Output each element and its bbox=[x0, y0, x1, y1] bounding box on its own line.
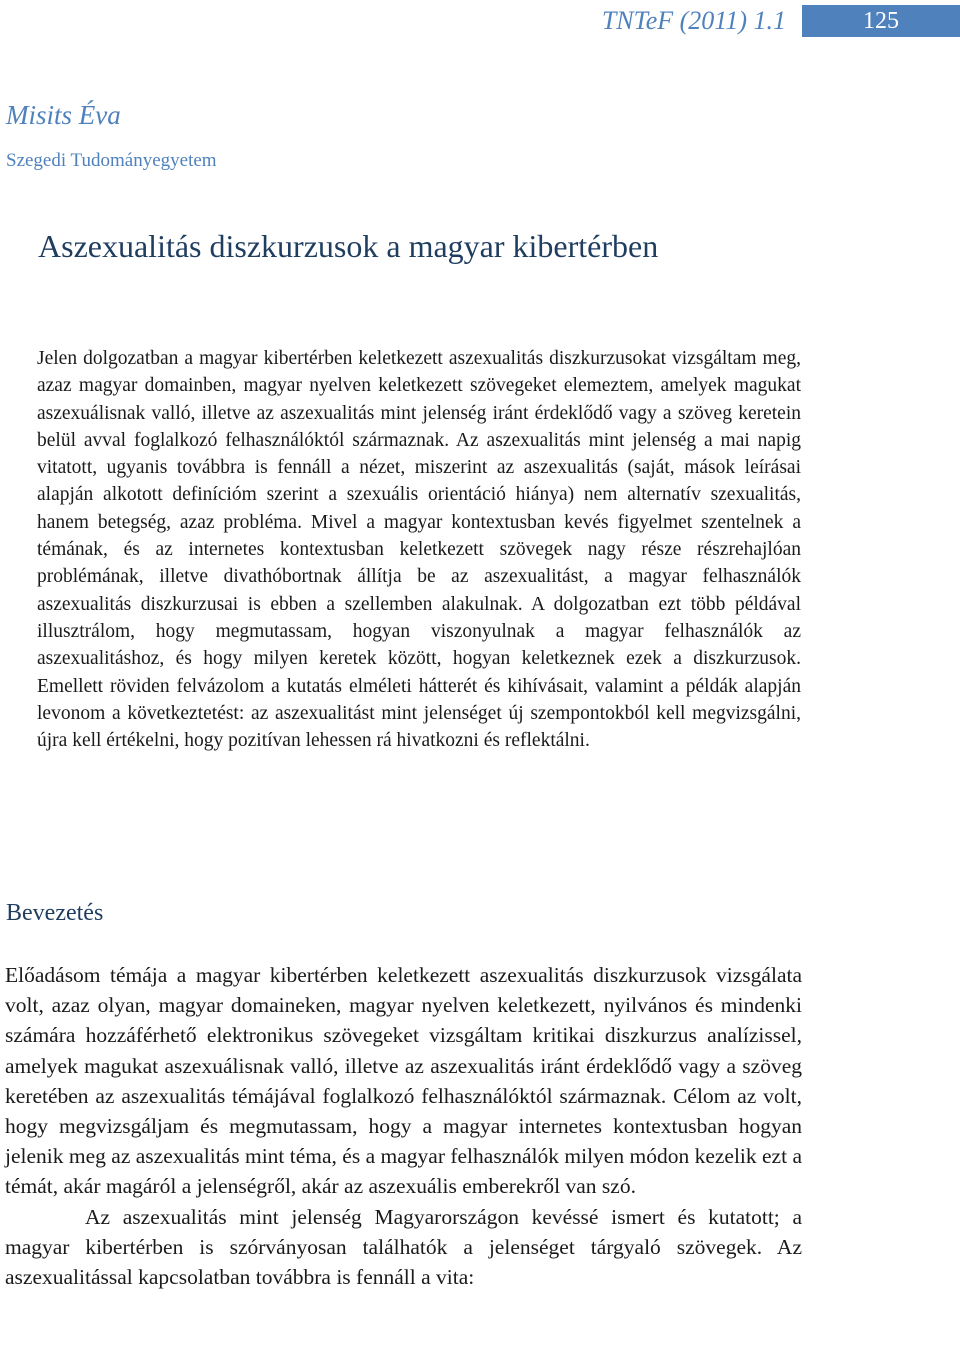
author-name: Misits Éva bbox=[6, 100, 121, 130]
page-number: 125 bbox=[802, 5, 960, 37]
section-heading: Bevezetés bbox=[6, 900, 104, 926]
journal-header: TNTeF (2011) 1.1 bbox=[601, 6, 786, 35]
abstract: Jelen dolgozatban a magyar kibertérben keletkezett aszexualitás diszkurzusokat vizsgáltam meg, azaz magyar domainben, magyar nyelven keletkezett szövegeket elemeztem, amelyek magukat aszexuálisnak valló, illetve az aszexualitás mint jelenség iránt érdeklődő vagy a szöveg keretein belül avval foglalkozó felhasználóktól származnak. Az aszexualitás mint jelenség a mai napig vitatott, ugyanis továbbra is fennáll a nézet, miszerint az aszexualitás (saját, mások leírásai alapján alkotott definícióm szerint a szexuális orientáció hiánya) nem alternatív szexualitás, hanem betegség, azaz probléma. Mivel a magyar kontextusban kevés figyelmet szentelnek a témának, és az internetes kontextusban keletkezett szövegek nagy része részrehajlóan problémának, illetve divathóbortnak állítja be az aszexualitást, a magyar felhasználók aszexualitás diszkurzusai is ebben a szellemben alakulnak. A dolgozatban ezt több példával illusztrálom, hogy megmutassam, hogyan viszonyulnak a magyar felhasználók az aszexualitáshoz, és hogy milyen keretek között, hogyan keletkeznek ezek a diszkurzusok. Emellett röviden felvázolom a kutatás elméleti hátterét és kihívásait, valamint a példák alapján levonom a következtetést: az aszexualitást mint jelenséget új szempontokból kell megvizsgálni, újra kell értékelni, hogy pozitívan lehessen rá hivatkozni és reflektálni. bbox=[37, 348, 801, 752]
author-affiliation: Szegedi Tudományegyetem bbox=[6, 150, 217, 171]
body-paragraph: Előadásom témája a magyar kibertérben keletkezett aszexualitás diszkurzusok vizsgálata volt, azaz olyan, magyar domaineken, magyar nyelven keletkezett, nyilvános és mindenki számára hozzáférhető elektronikus szövegeket vizsgáltam kritikai diszkurzus analízissel, amelyek magukat aszexuálisnak valló, illetve az aszexualitás iránt érdeklődő vagy a szöveg keretében az aszexualitás témájával foglalkozó felhasználóktól származnak. Célom az volt, hogy megvizsgáljam és megmutassam, hogy a magyar internetes kontextusban hogyan jelenik meg az aszexualitás mint téma, és a magyar felhasználók milyen módon kezelik ezt a témát, akár magáról a jelenségről, akár az aszexuális emberekről van szó. bbox=[5, 963, 802, 1199]
section-body bbox=[5, 960, 802, 1292]
body-paragraph: Az aszexualitás mint jelenség Magyarországon kevéssé ismert és kutatott; a magyar kibertérben is szórványosan találhatók a jelenséget tárgyaló szövegek. Az aszexualitással kapcsolatban továbbra is fennáll a vita: bbox=[5, 1204, 802, 1290]
paper-title: Aszexualitás diszkurzusok a magyar kibertérben bbox=[38, 228, 659, 264]
